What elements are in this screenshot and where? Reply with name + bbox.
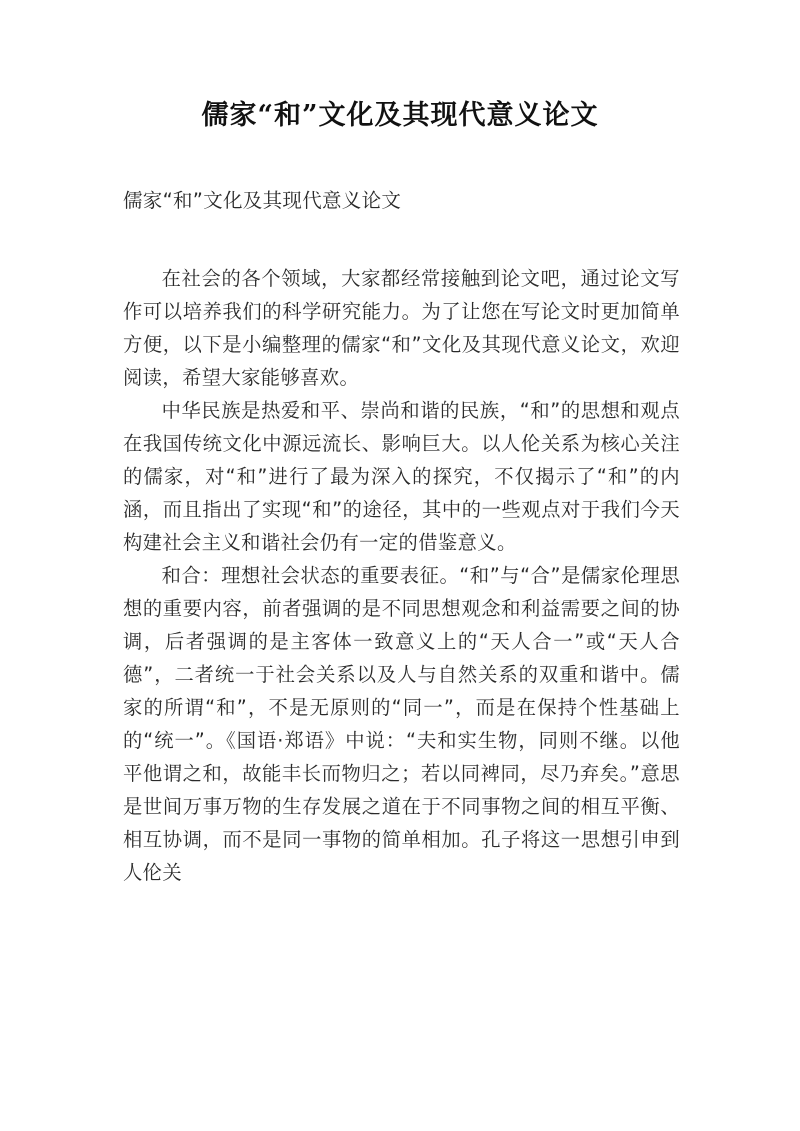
document-body [123, 262, 680, 889]
document-subtitle: 儒家“和”文化及其现代意义论文 [123, 189, 402, 212]
document-title: 儒家“和”文化及其现代意义论文 [201, 100, 599, 131]
paragraph-intro: 在社会的各个领域，大家都经常接触到论文吧，通过论文写作可以培养我们的科学研究能力。为了让您在写论文时更加简单方便，以下是小编整理的儒家“和”文化及其现代意义论文，欢迎阅读，希望大家能够喜欢。 [123, 267, 680, 389]
paragraph-he-he: 和合：理想社会状态的重要表征。“和”与“合”是儒家伦理思想的重要内容，前者强调的是不同思想观念和利益需要之间的协调，后者强调的是主客体一致意义上的“天人合一”或“天人合德”，二者统一于社会关系以及人与自然关系的双重和谐中。儒家的所谓“和”，不是无原则的“同一”，而是在保持个性基础上的“统一”。《国语·郑语》中说：“夫和实生物，同则不继。以他平他谓之和，故能丰长而物归之；若以同裨同，尽乃弃矣。”意思是世间万事万物的生存发展之道在于不同事物之间的相互平衡、相互协调，而不是同一事物的简单相加。孔子将这一思想引申到人伦关 [123, 564, 680, 884]
paragraph-harmony-tradition: 中华民族是热爱和平、崇尚和谐的民族，“和”的思想和观点在我国传统文化中源远流长、影响巨大。以人伦关系为核心关注的儒家，对“和”进行了最为深入的探究，不仅揭示了“和”的内涵，而且指出了实现“和”的途径，其中的一些观点对于我们今天构建社会主义和谐社会仍有一定的借鉴意义。 [123, 399, 680, 554]
